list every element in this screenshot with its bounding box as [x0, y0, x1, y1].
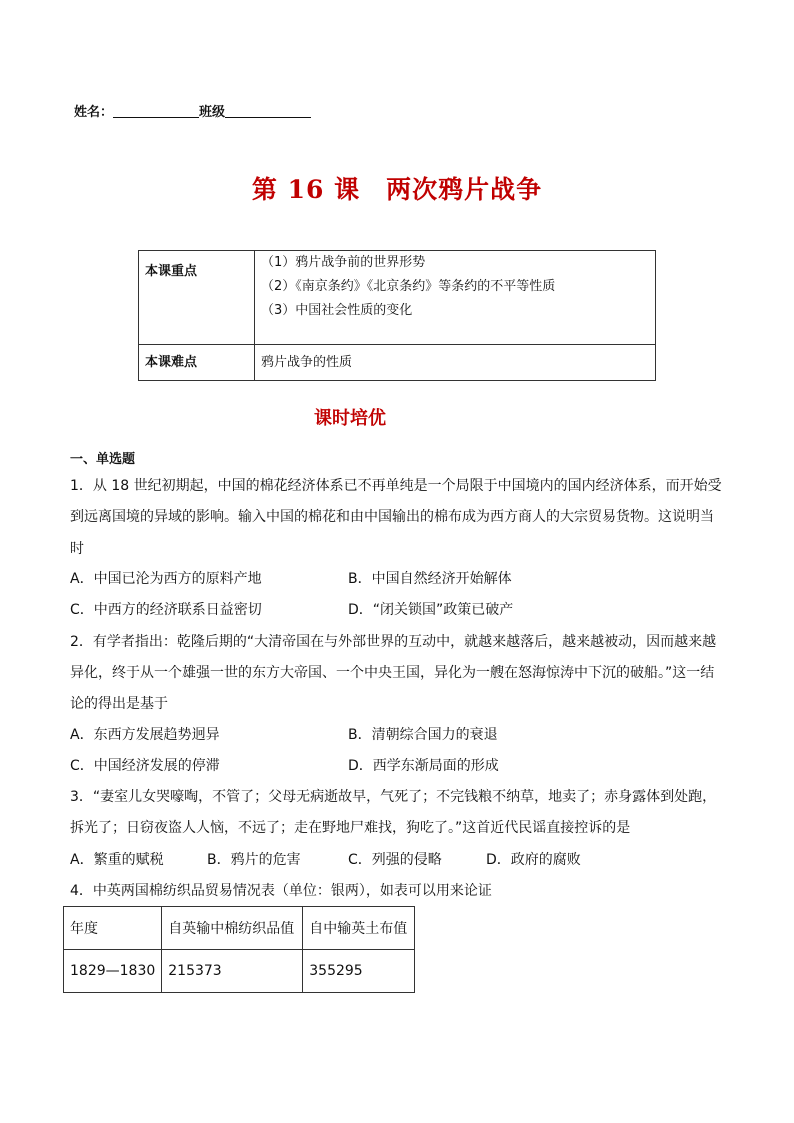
table-cell: 1829—1830	[64, 950, 162, 993]
table-header-row	[64, 907, 415, 950]
table-cell: 355295	[303, 950, 415, 993]
table-header-cell: 自英输中棉纺织品值	[162, 907, 303, 950]
key-points-table	[138, 250, 656, 381]
class-blank[interactable]	[225, 105, 311, 118]
question-2-line-1: 2．有学者指出：乾隆后期的“大清帝国在与外部世界的互动中，就越来越落后，越来越被动，因而越来越	[70, 634, 717, 650]
q1-option-d[interactable]: D．“闭关锁国”政策已破产	[348, 602, 514, 618]
section-heading: 一、单选题	[70, 452, 136, 467]
cotton-trade-table	[63, 906, 415, 993]
q2-option-c[interactable]: C．中国经济发展的停滞	[70, 758, 220, 774]
question-4-line-1: 4．中英两国棉纺织品贸易情况表（单位：银两），如表可以用来论证	[70, 883, 492, 899]
difficulty-text: 鸦片战争的性质	[261, 355, 353, 370]
table-row	[64, 950, 415, 993]
question-3-line-1: 3．“妻室儿女哭嚎啕，不管了；父母无病逝故早，气死了；不完钱粮不纳草，地卖了；赤身露体到处跑，	[70, 789, 717, 805]
q3-option-b[interactable]: B．鸦片的危害	[207, 852, 301, 868]
question-3-line-2: 拆光了；日窃夜盗人人恼，不远了；走在野地尸难找，狗吃了。”这首近代民谣直接控诉的是	[70, 820, 631, 836]
section-title: 课时培优	[314, 408, 386, 429]
focus-point: （1）鸦片战争前的世界形势	[261, 255, 426, 270]
class-label: 班级	[199, 105, 226, 120]
question-2-line-2: 异化，终于从一个雄强一世的东方大帝国、一个中央王国，异化为一艘在怒海惊涛中下沉的破船。”这一结	[70, 665, 715, 681]
q2-option-b[interactable]: B．清朝综合国力的衰退	[348, 727, 498, 743]
q3-option-d[interactable]: D．政府的腐败	[486, 852, 581, 868]
question-1-line-3: 时	[70, 541, 84, 557]
q1-option-a[interactable]: A．中国已沦为西方的原料产地	[70, 571, 262, 587]
difficulty-label: 本课难点	[139, 345, 255, 381]
q2-option-d[interactable]: D．西学东渐局面的形成	[348, 758, 499, 774]
q3-option-a[interactable]: A．繁重的赋税	[70, 852, 164, 868]
q3-option-c[interactable]: C．列强的侵略	[348, 852, 442, 868]
focus-label: 本课重点	[139, 251, 255, 345]
q1-option-b[interactable]: B．中国自然经济开始解体	[348, 571, 512, 587]
table-header-cell: 自中输英土布值	[303, 907, 415, 950]
focus-point: （2）《南京条约》《北京条约》等条约的不平等性质	[261, 279, 556, 294]
focus-points-cell	[255, 251, 656, 345]
question-2-line-3: 论的得出是基于	[70, 696, 168, 712]
q1-option-c[interactable]: C．中西方的经济联系日益密切	[70, 602, 262, 618]
lesson-title: 第 16 课 两次鸦片战争	[251, 175, 543, 204]
name-label: 姓名：	[74, 105, 114, 120]
table-header-cell: 年度	[64, 907, 162, 950]
focus-point: （3）中国社会性质的变化	[261, 303, 413, 318]
question-1-line-2: 到远离国境的异域的影响。输入中国的棉花和由中国输出的棉布成为西方商人的大宗贸易货物。这说明当	[70, 509, 714, 525]
q2-option-a[interactable]: A．东西方发展趋势迥异	[70, 727, 220, 743]
difficulty-cell	[255, 345, 656, 381]
table-cell: 215373	[162, 950, 303, 993]
question-1-line-1: 1．从 18 世纪初期起，中国的棉花经济体系已不再单纯是一个局限于中国境内的国内经济体系，而开始受	[70, 478, 722, 494]
name-blank[interactable]	[113, 105, 199, 118]
name-class-line	[74, 101, 311, 120]
